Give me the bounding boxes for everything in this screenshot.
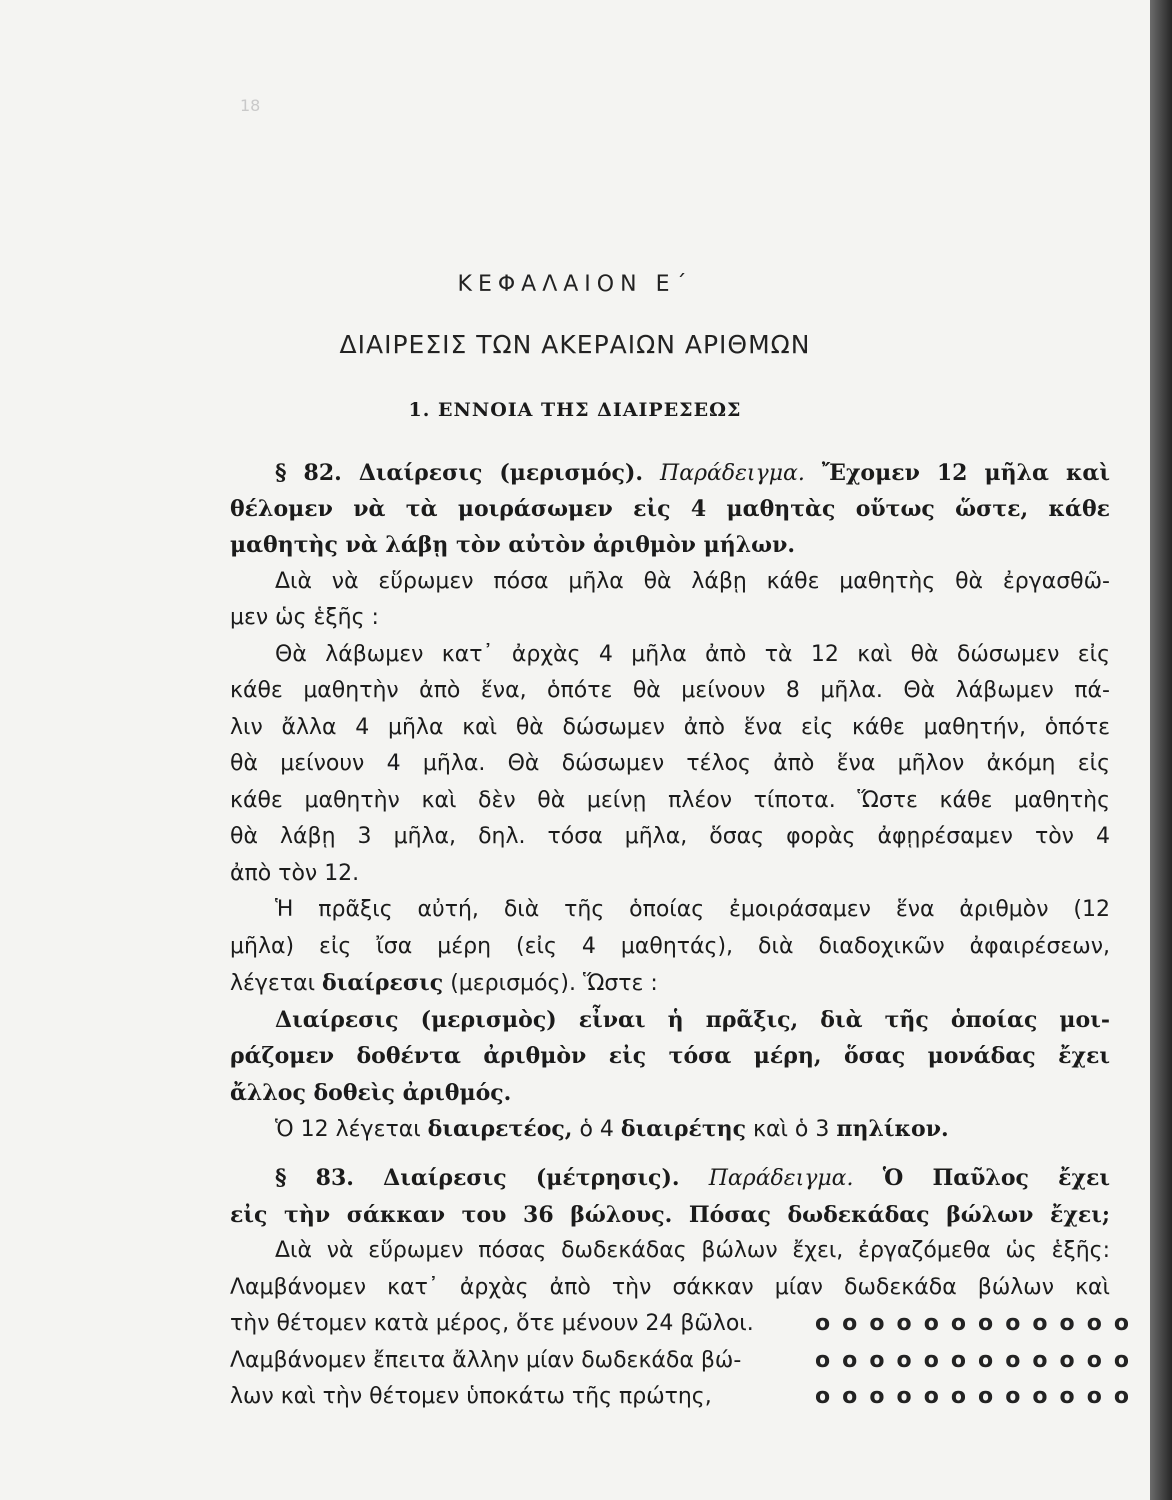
section-82-problem-start: Ἔχομεν 12 μῆλα καὶ: [821, 460, 1111, 486]
term-divisor: διαιρέτης: [620, 1116, 747, 1142]
term-division: διαίρεσις: [322, 970, 444, 996]
text-line: Διὰ νὰ εὕρωμεν πόσας δωδεκάδας βώλων ἔχει, ἐργαζόμεθα ὡς ἑξῆς:: [275, 1238, 1110, 1263]
text-line: Λαμβάνομεν κατ᾽ ἀρχὰς ἀπὸ τὴν σάκκαν μίαν δωδεκάδα βώλων καὶ: [230, 1275, 1110, 1300]
text-line: μαθητὴς νὰ λάβῃ τὸν αὐτὸν ἀριθμὸν μήλων.: [230, 532, 795, 558]
text-line: κάθε μαθητὴν καὶ δὲν θὰ μείνῃ πλέον τίποτα. Ὥστε κάθε μαθητὴς: [230, 788, 1110, 813]
text-line: μῆλα) εἰς ἴσα μέρη (εἰς 4 μαθητάς), διὰ διαδοχικῶν ἀφαιρέσεων,: [230, 934, 1110, 959]
section-83-heading: § 83. Διαίρεσις (μέτρησις).: [275, 1165, 680, 1191]
text-line: Θὰ λάβωμεν κατ᾽ ἀρχὰς 4 μῆλα ἀπὸ τὰ 12 καὶ θὰ δώσωμεν εἰς: [275, 642, 1110, 667]
example-label: Παράδειγμα.: [660, 461, 805, 486]
text-line: κάθε μαθητὴν ἀπὸ ἕνα, ὁπότε θὰ μείνουν 8 μῆλα. Θὰ λάβωμεν πά-: [230, 678, 1110, 703]
paragraph-83-heading-line: [275, 1160, 1110, 1196]
marble-row: o o o o o o o o o o o o: [815, 1348, 1132, 1373]
text-line: μεν ὡς ἑξῆς :: [230, 605, 379, 630]
text-line: [230, 965, 1110, 1001]
marble-row: o o o o o o o o o o o o: [815, 1384, 1132, 1409]
example-label: Παράδειγμα.: [708, 1166, 854, 1191]
text-line: Ἡ πρᾶξις αὐτή, διὰ τῆς ὁποίας ἐμοιράσαμεν ἕνα ἀριθμὸν (12: [275, 897, 1110, 922]
text-line: ἀπὸ τὸν 12.: [230, 861, 360, 886]
text-fragment: ὁ 4: [579, 1117, 614, 1142]
definition-line: ἄλλος δοθεὶς ἀριθμός.: [230, 1080, 512, 1106]
definition-line: Διαίρεσις (μερισμὸς) εἶναι ἡ πρᾶξις, διὰ τῆς ὁποίας μοι-: [275, 1007, 1110, 1033]
text-line: θὰ λάβῃ 3 μῆλα, δηλ. τόσα μῆλα, ὅσας φορὰς ἀφῃρέσαμεν τὸν 4: [230, 824, 1110, 849]
text-fragment: (μερισμός). Ὥστε :: [450, 971, 658, 996]
text-fragment: καὶ ὁ 3: [753, 1117, 830, 1142]
chapter-title: ΔΙΑΙΡΕΣΙΣ ΤΩΝ ΑΚΕΡΑΙΩΝ ΑΡΙΘΜΩΝ: [339, 330, 811, 359]
text-fragment: λέγεται: [230, 971, 316, 996]
text-line: θέλομεν νὰ τὰ μοιράσωμεν εἰς 4 μαθητὰς οὕτως ὥστε, κάθε: [230, 496, 1110, 522]
terms-line: [275, 1111, 1110, 1147]
text-line: Λαμβάνομεν ἔπειτα ἄλλην μίαν δωδεκάδα βώ-: [230, 1348, 742, 1373]
text-line: θὰ μείνουν 4 μῆλα. Θὰ δώσωμεν τέλος ἀπὸ ἕνα μῆλον ἀκόμη εἰς: [230, 751, 1110, 776]
section-83-problem-start: Ὁ Παῦλος ἔχει: [882, 1165, 1110, 1191]
definition-line: ράζομεν δοθέντα ἀριθμὸν εἰς τόσα μέρη, ὅσας μονάδας ἔχει: [230, 1043, 1110, 1069]
marble-row: o o o o o o o o o o o o: [815, 1311, 1132, 1336]
section-title: 1. ΕΝΝΟΙΑ ΤΗΣ ΔΙΑΙΡΕΣΕΩΣ: [408, 399, 742, 421]
text-line: λιν ἄλλα 4 μῆλα καὶ θὰ δώσωμεν ἀπὸ ἕνα εἰς κάθε μαθητήν, ὁπότε: [230, 715, 1110, 740]
text-line: εἰς τὴν σάκκαν του 36 βώλους. Πόσας δωδεκάδας βώλων ἔχει;: [230, 1202, 1110, 1228]
paragraph-82-heading-line: [275, 455, 1110, 491]
text-fragment: Ὁ 12 λέγεται: [275, 1117, 421, 1142]
text-line: λων καὶ τὴν θέτομεν ὑποκάτω τῆς πρώτης,: [230, 1384, 712, 1409]
page-number: 18: [240, 96, 261, 115]
page-edge-shadow: [1150, 0, 1172, 1500]
term-dividend: διαιρετέος,: [427, 1116, 573, 1142]
text-line: τὴν θέτομεν κατὰ μέρος, ὅτε μένουν 24 βῶλοι.: [230, 1311, 754, 1336]
term-quotient: πηλίκον.: [836, 1116, 949, 1142]
chapter-heading: ΚΕΦΑΛΑΙΟΝ Ε΄: [457, 272, 693, 297]
text-line: Διὰ νὰ εὕρωμεν πόσα μῆλα θὰ λάβῃ κάθε μαθητὴς θὰ ἐργασθῶ-: [275, 569, 1110, 594]
section-82-heading: § 82. Διαίρεσις (μερισμός).: [275, 460, 644, 486]
